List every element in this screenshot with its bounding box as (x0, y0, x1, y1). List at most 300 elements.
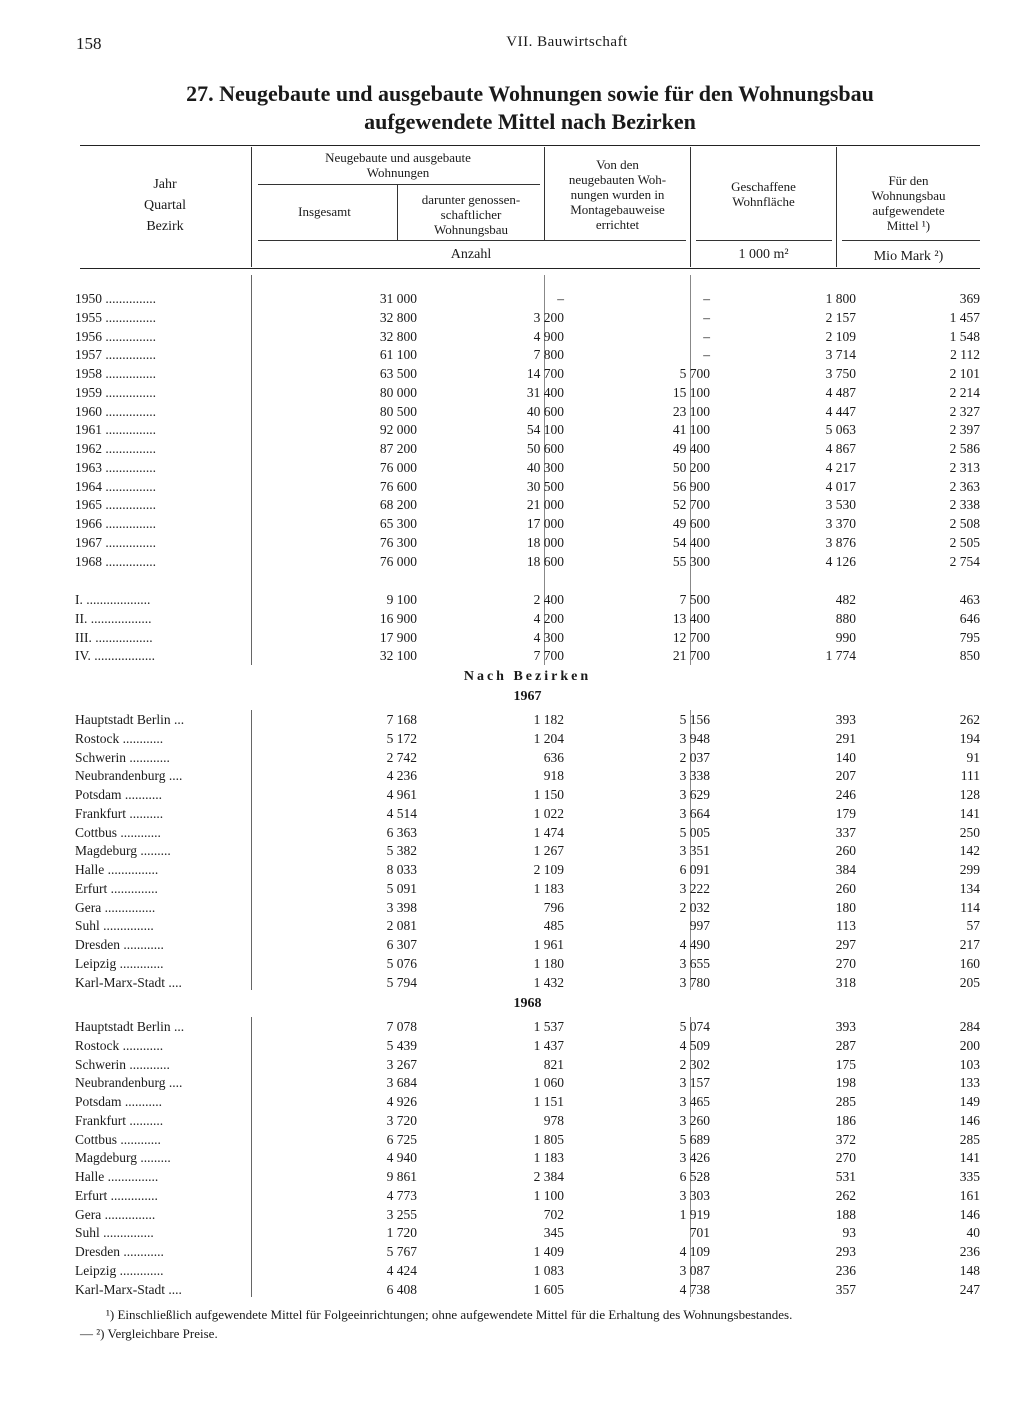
table-row (75, 1056, 980, 1075)
insgesamt-value: 61 100 (379, 347, 417, 363)
insgesamt-value: 32 800 (379, 328, 417, 344)
wohnflaeche-value: 188 (835, 1206, 856, 1222)
montage-value: 3 629 (679, 787, 710, 802)
montage-value: 3 260 (679, 1112, 710, 1128)
row-label: 1950 ............... (75, 291, 156, 306)
insgesamt-value: 3 255 (386, 1206, 417, 1222)
insgesamt-value: 3 684 (386, 1075, 417, 1091)
montage-value: 5 074 (679, 1019, 710, 1034)
stub-jahr: Jahr (153, 177, 177, 192)
montage-value: – (703, 291, 710, 306)
montage-value: 4 490 (679, 937, 710, 952)
montage-value: 2 037 (679, 749, 710, 765)
table-title-line-2: aufgewendete Mittel nach Bezirken (364, 109, 696, 134)
genossenschaft-value: 636 (543, 749, 564, 765)
table-row (75, 515, 980, 534)
insgesamt-value: 5 767 (386, 1244, 417, 1259)
table-row (75, 1224, 980, 1243)
table-row (75, 1037, 980, 1056)
insgesamt-value: 31 000 (379, 291, 417, 306)
mittel-value: 646 (959, 610, 980, 626)
table-row (75, 767, 980, 786)
wohnflaeche-value: 260 (835, 843, 856, 859)
genossenschaft-value: 1 805 (533, 1131, 564, 1147)
row-label: Magdeburg ......... (75, 1150, 171, 1166)
wohnflaeche-value: 1 774 (825, 648, 856, 664)
year-1968-title: 1968 (513, 996, 542, 1011)
genossenschaft-value: 1 022 (533, 805, 564, 821)
genossenschaft-value: 2 384 (533, 1169, 564, 1184)
wohnflaeche-value: 260 (835, 880, 856, 896)
mittel-line-4: Mittel ¹) (886, 218, 931, 233)
row-label: 1962 ............... (75, 441, 156, 456)
row-label: Suhl ............... (75, 918, 154, 934)
mittel-value: 133 (959, 1075, 980, 1091)
wohnflaeche-value: 384 (835, 862, 856, 877)
insgesamt-value: 4 773 (386, 1187, 417, 1203)
table-row (75, 805, 980, 824)
table-row (75, 936, 980, 955)
table-row (75, 403, 980, 422)
table-row (75, 365, 980, 384)
insgesamt-value: 5 076 (386, 955, 417, 971)
table-row (75, 711, 980, 730)
table-row (75, 1262, 980, 1281)
wohnflaeche-value: 287 (835, 1037, 856, 1053)
insgesamt-value: 65 300 (379, 516, 417, 531)
row-label: 1963 ............... (75, 459, 156, 475)
insgesamt-value: 80 000 (379, 384, 417, 400)
mittel-value: 1 457 (949, 309, 980, 325)
genossenschaft-value: 1 151 (533, 1094, 564, 1109)
row-label: Dresden ............ (75, 937, 164, 952)
montage-value: 5 156 (679, 712, 710, 727)
montage-value: 3 465 (679, 1094, 710, 1109)
genossenschaft-value: 7 800 (533, 347, 564, 363)
row-label: I. ................... (75, 592, 151, 607)
insgesamt-value: 2 742 (386, 749, 417, 765)
wohnflaeche-value: 180 (835, 899, 856, 915)
table-row (75, 1243, 980, 1262)
row-label: 1966 ............... (75, 516, 156, 531)
stub-bezirk: Bezirk (146, 219, 184, 234)
table-title (80, 80, 980, 136)
montage-value: 3 087 (679, 1262, 710, 1278)
insgesamt-value: 7 078 (386, 1019, 417, 1034)
mittel-value: 141 (959, 805, 980, 821)
montage-header (545, 157, 690, 232)
mittel-value: 850 (959, 648, 980, 664)
genossenschaft-value: 1 605 (533, 1281, 564, 1297)
table-row (75, 974, 980, 993)
genossenschaft-value: 4 200 (533, 610, 564, 626)
montage-value: 5 005 (679, 824, 710, 840)
bezirke-1968-block (75, 1018, 980, 1299)
mittel-value: 148 (959, 1262, 980, 1278)
wohnflaeche-value: 4 217 (825, 459, 856, 475)
insgesamt-value: 6 363 (386, 824, 417, 840)
montage-value: 3 303 (679, 1187, 710, 1203)
row-label: Potsdam ........... (75, 787, 163, 802)
wohnflaeche-line-2: Wohnfläche (732, 194, 795, 209)
mittel-value: 2 327 (949, 403, 980, 419)
insgesamt-header: Insgesamt (298, 204, 351, 219)
wohnflaeche-value: 990 (835, 629, 856, 645)
insgesamt-value: 17 900 (379, 629, 417, 645)
mittel-value: 91 (966, 749, 980, 765)
wohnflaeche-value: 198 (835, 1075, 856, 1091)
wohnflaeche-value: 2 157 (825, 309, 856, 325)
row-label: 1961 ............... (75, 422, 156, 438)
unit-anzahl: Anzahl (450, 247, 492, 262)
mittel-value: 200 (959, 1037, 980, 1053)
row-label: Gera ............... (75, 899, 156, 915)
genossenschaft-value: 40 300 (526, 459, 564, 475)
header-bottom-rule (80, 268, 980, 269)
montage-value: – (703, 347, 710, 363)
table-row (75, 842, 980, 861)
group-header-line-1: Neugebaute und ausgebaute (325, 150, 471, 165)
genossenschaft-value: 1 182 (533, 712, 564, 727)
montage-value: 54 400 (672, 534, 710, 550)
table-title-line-1: 27. Neugebaute und ausgebaute Wohnungen sowie für den Wohnungsbau (186, 81, 874, 106)
insgesamt-value: 5 172 (386, 730, 417, 746)
mittel-line-1: Für den (888, 173, 929, 188)
wohnflaeche-value: 4 447 (825, 403, 856, 419)
mittel-line-2: Wohnungsbau (871, 188, 946, 203)
mittel-value: 40 (966, 1225, 980, 1241)
wohnflaeche-value: 1 800 (825, 291, 856, 306)
mittel-value: 142 (959, 843, 980, 859)
mittel-value: 128 (959, 787, 980, 802)
group-header-line-2: Wohnungen (366, 165, 430, 180)
wohnflaeche-value: 293 (835, 1244, 856, 1259)
table-row (75, 328, 980, 347)
montage-value: 5 689 (679, 1131, 710, 1147)
wohnflaeche-value: 4 487 (825, 384, 856, 400)
mittel-value: 335 (959, 1169, 980, 1184)
mittel-value: 217 (959, 937, 980, 952)
genossenschaft-value: 702 (543, 1206, 564, 1222)
mittel-value: 134 (959, 880, 980, 896)
genossenschaft-value: 30 500 (526, 478, 564, 494)
montage-value: 3 948 (679, 730, 710, 746)
mittel-value: 262 (959, 712, 980, 727)
genossenschaft-value: 1 150 (533, 787, 564, 802)
wohnflaeche-value: 246 (835, 787, 856, 802)
insgesamt-value: 5 439 (386, 1037, 417, 1053)
table-row (75, 459, 980, 478)
montage-value: 5 700 (679, 366, 710, 381)
genossenschaft-value: 1 204 (533, 730, 564, 746)
table-row (75, 496, 980, 515)
row-label: 1960 ............... (75, 403, 156, 419)
darunter-line-2: schaftlicher (440, 207, 502, 222)
table-row (75, 534, 980, 553)
table-row (75, 610, 980, 629)
insgesamt-value: 32 100 (379, 648, 417, 664)
mittel-value: 369 (959, 291, 980, 306)
header-group-rule (258, 184, 540, 185)
wohnflaeche-value: 357 (835, 1281, 856, 1297)
montage-line-1: Von den (596, 157, 639, 172)
mittel-header (837, 173, 980, 233)
mittel-value: 2 338 (949, 497, 980, 513)
darunter-line-3: Wohnungsbau (433, 222, 509, 237)
montage-value: 7 500 (679, 592, 710, 607)
row-label: Karl-Marx-Stadt .... (75, 974, 182, 990)
wohnflaeche-value: 270 (835, 955, 856, 971)
wohnflaeche-header (691, 179, 836, 209)
table-row (75, 1074, 980, 1093)
row-label: Hauptstadt Berlin ... (75, 712, 185, 727)
wohnflaeche-value: 880 (835, 610, 856, 626)
montage-value: 3 338 (679, 768, 710, 784)
montage-value: – (703, 328, 710, 344)
table-row (75, 786, 980, 805)
row-label: Rostock ............ (75, 1037, 164, 1053)
row-label: Neubrandenburg .... (75, 768, 183, 784)
table-row (75, 1149, 980, 1168)
montage-value: 52 700 (672, 497, 710, 513)
row-label: Halle ............... (75, 862, 159, 877)
unit-rule-money (842, 240, 980, 241)
montage-value: 56 900 (672, 478, 710, 494)
wohnflaeche-value: 207 (835, 768, 856, 784)
wohnflaeche-value: 393 (835, 1019, 856, 1034)
genossenschaft-value: 1 183 (533, 1150, 564, 1166)
genossenschaft-value: 17 000 (526, 516, 564, 531)
row-label: Frankfurt .......... (75, 1112, 164, 1128)
montage-value: – (703, 309, 710, 325)
insgesamt-value: 5 794 (386, 974, 417, 990)
wohnflaeche-value: 3 714 (825, 347, 856, 363)
genossenschaft-value: 1 437 (533, 1037, 564, 1053)
montage-value: 4 509 (679, 1037, 710, 1053)
insgesamt-value: 5 382 (386, 843, 417, 859)
mittel-value: 146 (959, 1112, 980, 1128)
row-label: Hauptstadt Berlin ... (75, 1019, 185, 1034)
row-label: IV. .................. (75, 648, 156, 664)
wohnflaeche-value: 4 867 (825, 441, 856, 456)
genossenschaft-value: 1 183 (533, 880, 564, 896)
genossenschaft-value: 54 100 (526, 422, 564, 438)
mittel-value: 2 214 (949, 384, 980, 400)
row-label: Erfurt .............. (75, 1187, 158, 1203)
wohnflaeche-value: 270 (835, 1150, 856, 1166)
table-row (75, 346, 980, 365)
genossenschaft-value: 2 109 (533, 862, 564, 877)
insgesamt-value: 3 398 (386, 899, 417, 915)
insgesamt-value: 4 424 (386, 1262, 417, 1278)
insgesamt-value: 4 940 (386, 1150, 417, 1166)
wohnflaeche-value: 4 017 (825, 478, 856, 494)
montage-value: 3 426 (679, 1150, 710, 1166)
mittel-value: 2 397 (949, 422, 980, 438)
montage-value: 3 351 (679, 843, 710, 859)
insgesamt-value: 76 000 (379, 459, 417, 475)
insgesamt-value: 76 600 (379, 478, 417, 494)
mittel-value: 250 (959, 824, 980, 840)
montage-value: 1 919 (679, 1206, 710, 1222)
row-label: Dresden ............ (75, 1244, 164, 1259)
insgesamt-value: 5 091 (386, 880, 417, 896)
mittel-value: 161 (959, 1187, 980, 1203)
wohnflaeche-value: 93 (842, 1225, 856, 1241)
row-label: 1959 ............... (75, 384, 156, 400)
table-row (75, 861, 980, 880)
table-row (75, 478, 980, 497)
insgesamt-value: 63 500 (379, 366, 417, 381)
wohnflaeche-value: 393 (835, 712, 856, 727)
header-top-rule (80, 145, 980, 146)
unit-area: 1 000 m² (738, 247, 789, 262)
table-row (75, 629, 980, 648)
mittel-value: 2 505 (949, 534, 980, 550)
row-label: Leipzig ............. (75, 955, 164, 971)
montage-value: 997 (689, 918, 710, 934)
section-title: Nach Bezirken (463, 669, 592, 684)
genossenschaft-value: 40 600 (526, 403, 564, 419)
mittel-value: 146 (959, 1206, 980, 1222)
wohnflaeche-value: 3 750 (825, 366, 856, 381)
genossenschaft-value: 345 (543, 1225, 564, 1241)
insgesamt-value: 76 000 (379, 553, 417, 569)
wohnflaeche-value: 482 (835, 592, 856, 607)
mittel-value: 160 (959, 955, 980, 971)
genossenschaft-value: 3 200 (533, 309, 564, 325)
montage-line-5: errichtet (595, 217, 640, 232)
row-label: Schwerin ............ (75, 749, 170, 765)
mittel-line-3: aufgewendete (872, 203, 945, 218)
genossenschaft-value: 978 (543, 1112, 564, 1128)
wohnflaeche-value: 318 (835, 974, 856, 990)
mittel-value: 194 (959, 730, 980, 746)
row-label: Karl-Marx-Stadt .... (75, 1281, 182, 1297)
montage-value: 2 302 (679, 1056, 710, 1072)
insgesamt-value: 3 267 (386, 1056, 417, 1072)
genossenschaft-value: 18 000 (526, 534, 564, 550)
insgesamt-value: 9 100 (386, 592, 417, 607)
wohnflaeche-value: 531 (835, 1169, 856, 1184)
table-row (75, 290, 980, 309)
genossenschaft-value: 1 180 (533, 955, 564, 971)
mittel-value: 2 363 (949, 478, 980, 494)
insgesamt-value: 4 926 (386, 1094, 417, 1109)
mittel-value: 111 (960, 768, 980, 784)
insgesamt-value: 2 081 (386, 918, 417, 934)
row-label: Potsdam ........... (75, 1094, 163, 1109)
mittel-value: 2 313 (949, 459, 980, 475)
row-label: 1964 ............... (75, 478, 156, 494)
row-label: Halle ............... (75, 1169, 159, 1184)
row-label: III. ................. (75, 629, 153, 645)
row-label: Frankfurt .......... (75, 805, 164, 821)
wohnflaeche-value: 337 (835, 824, 856, 840)
row-label: Neubrandenburg .... (75, 1075, 183, 1091)
insgesamt-value: 9 861 (386, 1169, 417, 1184)
wohnflaeche-value: 285 (835, 1094, 856, 1109)
insgesamt-value: 16 900 (379, 610, 417, 626)
genossenschaft-value: 21 000 (526, 497, 564, 513)
mittel-value: 463 (959, 592, 980, 607)
table-row (75, 1206, 980, 1225)
insgesamt-value: 68 200 (379, 497, 417, 513)
table-row (75, 384, 980, 403)
table-row (75, 1112, 980, 1131)
genossenschaft-value: 1 083 (533, 1262, 564, 1278)
year-1967-title: 1967 (513, 689, 542, 704)
row-label: 1967 ............... (75, 534, 156, 550)
table-row (75, 1168, 980, 1187)
table-row (75, 749, 980, 768)
row-label: Leipzig ............. (75, 1262, 164, 1278)
insgesamt-value: 6 725 (386, 1131, 417, 1147)
wohnflaeche-line-1: Geschaffene (731, 179, 796, 194)
genossenschaft-value: 796 (543, 899, 564, 915)
genossenschaft-value: 14 700 (526, 366, 564, 381)
montage-value: 6 091 (679, 862, 710, 877)
insgesamt-value: 92 000 (379, 422, 417, 438)
mittel-value: 284 (959, 1019, 980, 1034)
insgesamt-value: 7 168 (386, 712, 417, 727)
insgesamt-value: 6 307 (386, 937, 417, 952)
genossenschaft-value: 1 060 (533, 1075, 564, 1091)
mittel-value: 114 (960, 899, 980, 915)
mittel-value: 247 (959, 1281, 980, 1297)
genossenschaft-value: 1 537 (533, 1019, 564, 1034)
row-label: 1958 ............... (75, 366, 156, 381)
montage-value: 15 100 (672, 384, 710, 400)
insgesamt-value: 6 408 (386, 1281, 417, 1297)
genossenschaft-value: 1 267 (533, 843, 564, 859)
row-label: 1957 ............... (75, 347, 156, 363)
wohnflaeche-value: 179 (835, 805, 856, 821)
insgesamt-value: 1 720 (386, 1225, 417, 1241)
montage-value: 701 (689, 1225, 710, 1241)
mittel-value: 205 (959, 974, 980, 990)
row-label: Magdeburg ......... (75, 843, 171, 859)
running-head: VII. Bauwirtschaft (506, 34, 628, 50)
darunter-header (398, 192, 544, 237)
table-row (75, 899, 980, 918)
table-row (75, 591, 980, 610)
montage-value: 3 655 (679, 955, 710, 971)
table-row (75, 880, 980, 899)
wohnflaeche-value: 236 (835, 1262, 856, 1278)
row-label: Cottbus ............ (75, 1131, 161, 1147)
montage-value: 6 528 (679, 1169, 710, 1184)
montage-value: 13 400 (672, 610, 710, 626)
years-block (75, 290, 980, 571)
montage-line-4: Montagebauweise (570, 202, 665, 217)
genossenschaft-value: – (557, 291, 564, 306)
table-row (75, 309, 980, 328)
quarters-block (75, 591, 980, 666)
stub-header (80, 174, 250, 237)
wohnflaeche-value: 175 (835, 1056, 856, 1072)
footnote-1: ¹) Einschließlich aufgewendete Mittel für Folgeeinrichtungen; ohne aufgewendete Mittel für die Erhaltung des Wohnungsbestandes. (106, 1307, 793, 1322)
table-row (75, 1018, 980, 1037)
unit-rule-anzahl (258, 240, 686, 241)
wohnflaeche-value: 140 (835, 749, 856, 765)
montage-value: 3 664 (679, 805, 710, 821)
montage-value: 41 100 (672, 422, 710, 438)
page-number: 158 (76, 34, 102, 53)
insgesamt-value: 87 200 (379, 441, 417, 456)
wohnflaeche-value: 297 (835, 937, 856, 952)
montage-value: 4 738 (679, 1281, 710, 1297)
